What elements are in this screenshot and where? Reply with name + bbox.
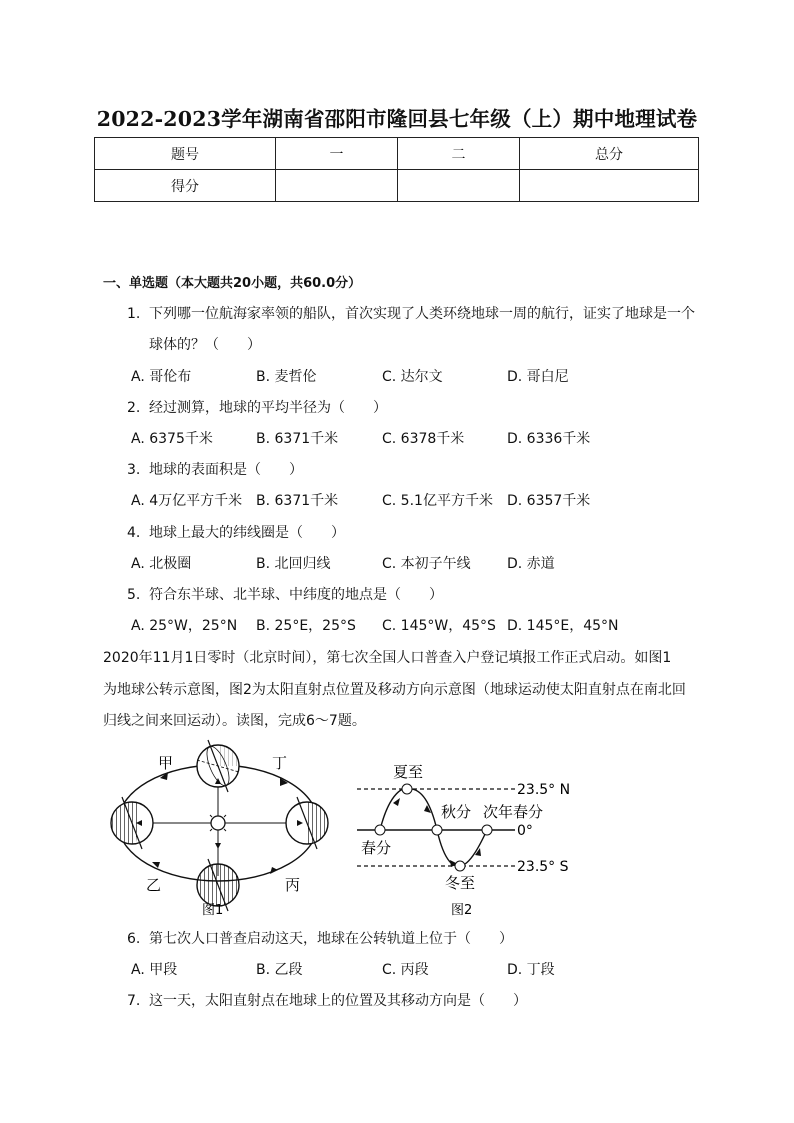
option-a: A. 6375千米 <box>131 431 213 447</box>
option-b: B. 25°E，25°S <box>256 618 356 634</box>
option-b: B. 6371千米 <box>256 431 339 447</box>
question-number: 1. <box>127 306 141 322</box>
label-23s: 23.5° S <box>517 859 569 875</box>
label-next-spring: 次年春分 <box>483 803 544 821</box>
option-b: B. 麦哲伦 <box>256 369 317 385</box>
table-cell <box>398 170 520 202</box>
option-b: B. 北回归线 <box>256 556 331 572</box>
option-a: A. 4万亿平方千米 <box>131 493 243 509</box>
option-a: A. 哥伦布 <box>131 369 192 385</box>
option-c: C. 丙段 <box>382 962 429 978</box>
option-c: C. 达尔文 <box>382 369 443 385</box>
question-3 <box>127 459 303 479</box>
table-cell: 二 <box>398 138 520 170</box>
label-bing: 丙 <box>285 876 301 894</box>
earth-top <box>197 740 239 792</box>
question-number: 5. <box>127 587 141 603</box>
question-text: 第七次人口普查启动这天，地球在公转轨道上位于（ ） <box>149 931 513 947</box>
question-5 <box>127 584 443 604</box>
question-text: 地球的表面积是（ ） <box>149 462 303 478</box>
table-cell <box>520 170 699 202</box>
table-cell: 得分 <box>95 170 276 202</box>
question-text: 经过测算，地球的平均半径为（ ） <box>149 400 387 416</box>
question-number: 2. <box>127 400 141 416</box>
figure-2-sun-migration <box>355 755 590 920</box>
option-d: D. 145°E，45°N <box>507 618 619 634</box>
table-cell <box>276 170 398 202</box>
option-d: D. 6336千米 <box>507 431 591 447</box>
page-title: 2022-2023学年湖南省邵阳市隆回县七年级（上）期中地理试卷 <box>96 107 698 131</box>
option-a: A. 北极圈 <box>131 556 192 572</box>
label-autumn: 秋分 <box>441 803 472 821</box>
question-1-cont: 球体的？（ ） <box>149 337 261 353</box>
option-a: A. 25°W，25°N <box>131 618 238 634</box>
question-2 <box>127 397 387 417</box>
passage-line: 为地球公转示意图，图2为太阳直射点位置及移动方向示意图（地球运动使太阳直射点在南北回 <box>103 682 686 698</box>
table-cell: 总分 <box>520 138 699 170</box>
figure-1-caption: 图1 <box>202 903 224 918</box>
question-6 <box>127 928 513 948</box>
question-number: 6. <box>127 931 141 947</box>
section-heading: 一、单选题（本大题共20小题，共60.0分） <box>103 276 362 291</box>
question-4 <box>127 522 345 542</box>
passage-line: 2020年11月1日零时（北京时间），第七次全国人口普查入户登记填报工作正式启动。如图1 <box>103 650 672 666</box>
sun-icon <box>375 784 492 871</box>
option-c: C. 145°W，45°S <box>382 618 496 634</box>
label-summer: 夏至 <box>393 763 424 781</box>
figure-1-revolution <box>100 738 350 918</box>
option-d: D. 赤道 <box>507 556 555 572</box>
question-1 <box>127 303 695 323</box>
table-row <box>95 170 699 202</box>
question-text: 地球上最大的纬线圈是（ ） <box>149 525 345 541</box>
label-yi: 乙 <box>146 876 162 894</box>
option-d: D. 丁段 <box>507 962 555 978</box>
option-d: D. 6357千米 <box>507 493 591 509</box>
question-number: 7. <box>127 993 141 1009</box>
option-c: C. 5.1亿平方千米 <box>382 493 493 509</box>
question-number: 3. <box>127 462 141 478</box>
option-c: C. 本初子午线 <box>382 556 471 572</box>
table-cell: 一 <box>276 138 398 170</box>
label-winter: 冬至 <box>445 874 476 892</box>
question-7 <box>127 990 527 1010</box>
question-number: 4. <box>127 525 141 541</box>
option-c: C. 6378千米 <box>382 431 465 447</box>
question-text: 符合东半球、北半球、中纬度的地点是（ ） <box>149 587 443 603</box>
option-d: D. 哥白尼 <box>507 369 569 385</box>
label-jia: 甲 <box>158 754 174 772</box>
label-spring: 春分 <box>361 839 392 857</box>
figure-2-caption: 图2 <box>451 903 473 918</box>
passage-line: 归线之间来回运动）。读图，完成6～7题。 <box>103 713 366 729</box>
question-text: 下列哪一位航海家率领的船队，首次实现了人类环绕地球一周的航行，证实了地球是一个 <box>149 306 695 322</box>
option-b: B. 6371千米 <box>256 493 339 509</box>
earth-right <box>286 797 328 849</box>
table-cell: 题号 <box>95 138 276 170</box>
score-table <box>94 137 699 202</box>
label-23n: 23.5° N <box>517 782 571 798</box>
question-text: 这一天，太阳直射点在地球上的位置及其移动方向是（ ） <box>149 993 527 1009</box>
earth-left <box>111 797 153 849</box>
option-b: B. 乙段 <box>256 962 303 978</box>
table-row <box>95 138 699 170</box>
option-a: A. 甲段 <box>131 962 178 978</box>
label-equator: 0° <box>517 823 533 839</box>
label-ding: 丁 <box>272 754 288 772</box>
